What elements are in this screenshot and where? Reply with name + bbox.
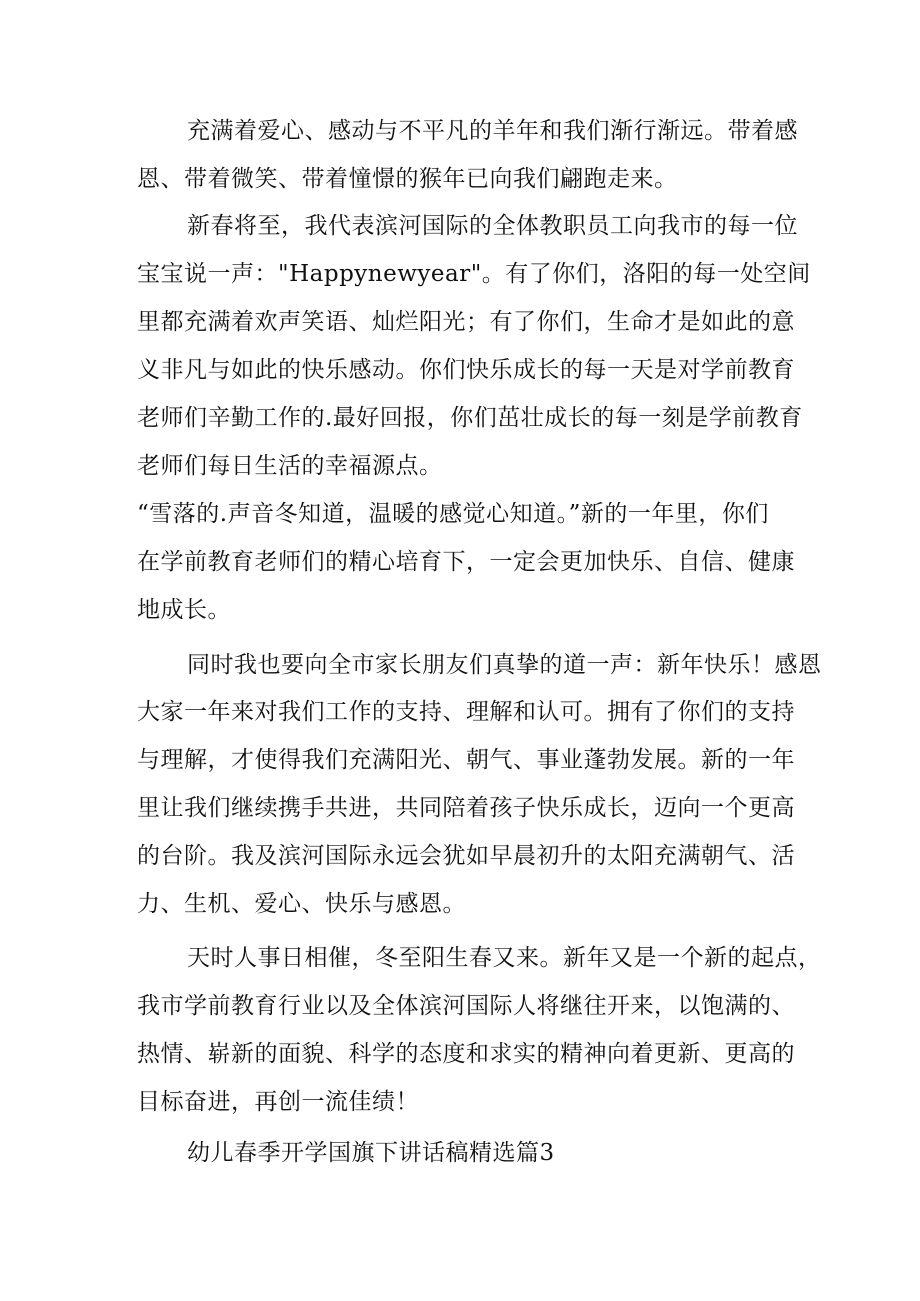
paragraph-5-line-4: 目标奋进，再创一流佳绩！ bbox=[137, 1089, 419, 1115]
paragraph-2-line-2: 宝宝说一声："Happynewyear"。有了你们，洛阳的每一处空间 bbox=[137, 261, 811, 287]
paragraph-3-line-2: 在学前教育老师们的精心培育下，一定会更加快乐、自信、健康 bbox=[137, 549, 795, 575]
paragraph-3-line-1: “雪落的.声音冬知道，温暖的感觉心知道。”新的一年里，你们 bbox=[137, 501, 769, 527]
paragraph-4-line-3: 与理解，才使得我们充满阳光、朝气、事业蓬勃发展。新的一年 bbox=[137, 747, 795, 773]
paragraph-1-line-1: 充满着爱心、感动与不平凡的羊年和我们渐行渐远。带着感 bbox=[187, 118, 798, 144]
paragraph-5-line-2: 我市学前教育行业以及全体滨河国际人将继往开来，以饱满的、 bbox=[137, 993, 795, 1019]
paragraph-3-line-3: 地成长。 bbox=[137, 597, 231, 623]
paragraph-4-line-4: 里让我们继续携手共进，共同陪着孩子快乐成长，迈向一个更高 bbox=[137, 795, 795, 821]
paragraph-4-line-5: 的台阶。我及滨河国际永远会犹如早晨初升的太阳充满朝气、活 bbox=[137, 843, 795, 869]
paragraph-4-line-2: 大家一年来对我们工作的支持、理解和认可。拥有了你们的支持 bbox=[137, 699, 795, 725]
paragraph-4-line-1: 同时我也要向全市家长朋友们真挚的道一声：新年快乐！感恩 bbox=[187, 652, 822, 678]
paragraph-2-line-5: 老师们辛勤工作的.最好回报，你们茁壮成长的每一刻是学前教育 bbox=[137, 405, 803, 431]
paragraph-2-line-1: 新春将至，我代表滨河国际的全体教职员工向我市的每一位 bbox=[187, 213, 798, 239]
paragraph-5-line-3: 热情、崭新的面貌、科学的态度和求实的精神向着更新、更高的 bbox=[137, 1041, 795, 1067]
paragraph-2-line-3: 里都充满着欢声笑语、灿烂阳光；有了你们，生命才是如此的意 bbox=[137, 309, 795, 335]
paragraph-2-line-6: 老师们每日生活的幸福源点。 bbox=[137, 453, 443, 479]
paragraph-2-line-4: 义非凡与如此的快乐感动。你们快乐成长的每一天是对学前教育 bbox=[137, 357, 795, 383]
section-heading: 幼儿春季开学国旗下讲话稿精选篇3 bbox=[187, 1140, 555, 1166]
paragraph-1-line-2: 恩、带着微笑、带着憧憬的猴年已向我们翩跑走来。 bbox=[137, 166, 678, 192]
paragraph-4-line-6: 力、生机、爱心、快乐与感恩。 bbox=[137, 891, 466, 917]
paragraph-5-line-1: 天时人事日相催，冬至阳生春又来。新年又是一个新的起点， bbox=[187, 945, 822, 971]
